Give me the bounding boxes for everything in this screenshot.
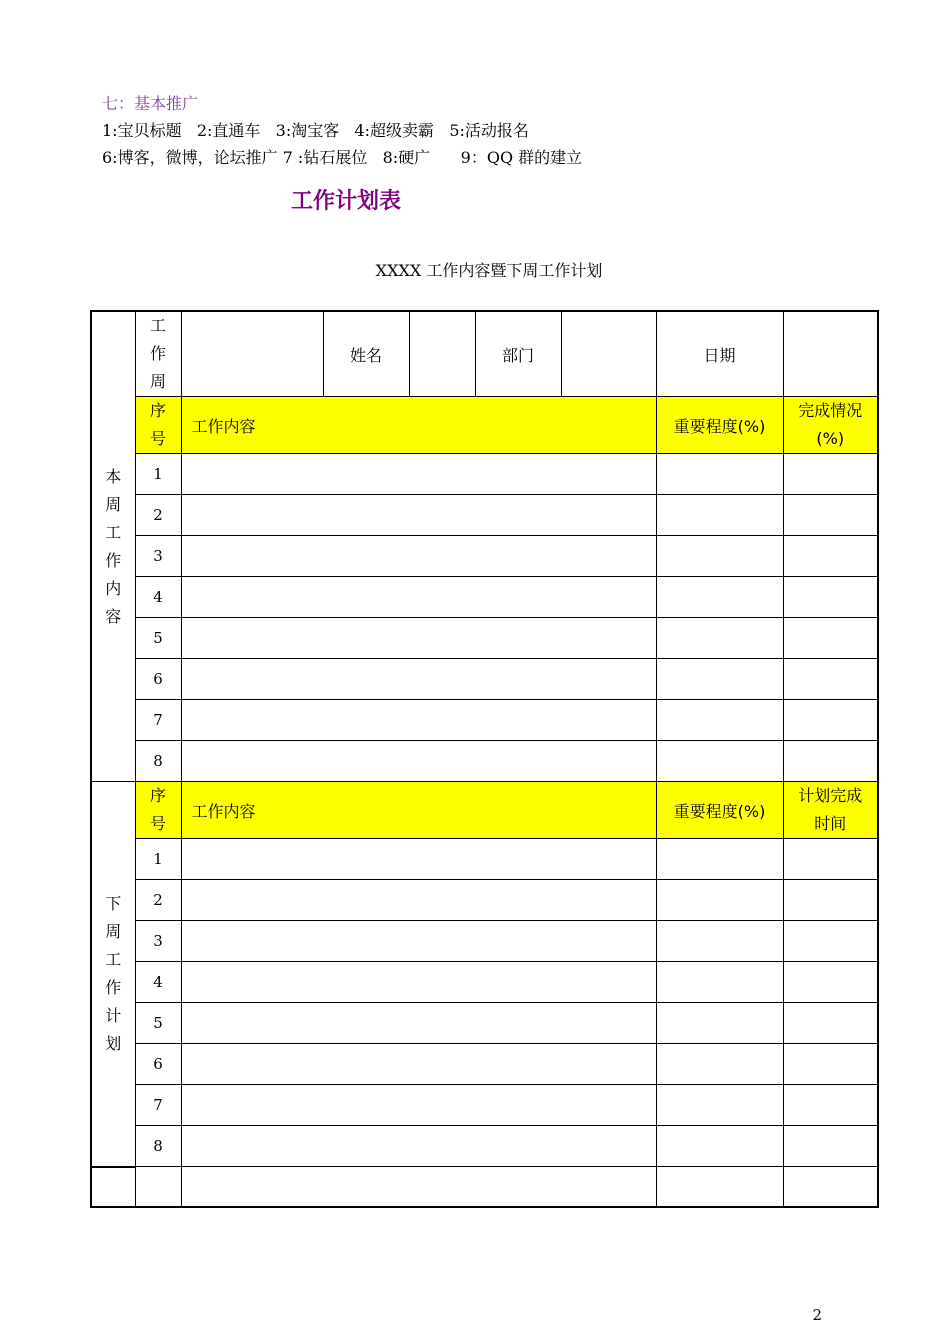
importance-label: 重要程度(%): [656, 397, 783, 454]
content-cell[interactable]: [181, 659, 656, 700]
plan-time-cell[interactable]: [783, 1003, 878, 1044]
content-label: 工作内容: [181, 397, 656, 454]
date-value[interactable]: [783, 311, 878, 397]
content-cell[interactable]: [181, 962, 656, 1003]
importance-cell[interactable]: [656, 536, 783, 577]
importance-cell[interactable]: [656, 1126, 783, 1167]
next-week-column-header: [91, 782, 878, 839]
table-subtitle: XXXX 工作内容暨下周工作计划: [375, 261, 603, 280]
content-cell[interactable]: [181, 741, 656, 782]
plan-time-cell[interactable]: [783, 1126, 878, 1167]
content-cell[interactable]: [181, 1003, 656, 1044]
name-value[interactable]: [409, 311, 475, 397]
row-number: 7: [135, 700, 181, 741]
table-row: [91, 962, 878, 1003]
row-number: 2: [135, 880, 181, 921]
importance-label: 重要程度(%): [656, 782, 783, 839]
plan-time-cell[interactable]: [783, 962, 878, 1003]
content-cell[interactable]: [181, 880, 656, 921]
content-cell[interactable]: [181, 577, 656, 618]
row-number: 1: [135, 839, 181, 880]
status-cell[interactable]: [783, 700, 878, 741]
seq-label: 序 号: [135, 782, 181, 839]
content-cell[interactable]: [181, 1085, 656, 1126]
page-title: 工作计划表: [291, 189, 402, 214]
intro-section: [102, 90, 582, 171]
row-number: 6: [135, 1044, 181, 1085]
row-number: 4: [135, 577, 181, 618]
work-week-label: 工 作 周: [135, 311, 181, 397]
plan-time-label: 计划完成 时间: [783, 782, 878, 839]
seq-label: 序 号: [135, 397, 181, 454]
blank-footer-row: [91, 1167, 878, 1207]
table-row: [91, 618, 878, 659]
content-cell[interactable]: [181, 495, 656, 536]
content-cell[interactable]: [181, 1044, 656, 1085]
importance-cell[interactable]: [656, 741, 783, 782]
promotion-list-line-2: 6:博客，微博，论坛推广 7 :钻石展位 8:硬广 9：QQ 群的建立: [102, 148, 583, 167]
this-week-column-header: [91, 397, 878, 454]
work-week-value[interactable]: [181, 311, 323, 397]
row-number: 3: [135, 921, 181, 962]
status-cell[interactable]: [783, 618, 878, 659]
content-cell[interactable]: [181, 454, 656, 495]
header-row: [91, 311, 878, 397]
table-row: [91, 839, 878, 880]
row-number: 7: [135, 1085, 181, 1126]
blank-cell[interactable]: [135, 1167, 181, 1207]
table-row: [91, 1126, 878, 1167]
importance-cell[interactable]: [656, 880, 783, 921]
plan-time-cell[interactable]: [783, 921, 878, 962]
row-number: 4: [135, 962, 181, 1003]
dept-value[interactable]: [561, 311, 656, 397]
status-cell[interactable]: [783, 536, 878, 577]
table-row: [91, 1085, 878, 1126]
dept-label: 部门: [475, 311, 561, 397]
table-row: [91, 700, 878, 741]
importance-cell[interactable]: [656, 659, 783, 700]
table-row: [91, 659, 878, 700]
blank-cell[interactable]: [783, 1167, 878, 1207]
blank-cell[interactable]: [91, 1167, 135, 1207]
table-row: [91, 880, 878, 921]
row-number: 2: [135, 495, 181, 536]
table-row: [91, 741, 878, 782]
row-number: 1: [135, 454, 181, 495]
content-label: 工作内容: [181, 782, 656, 839]
status-cell[interactable]: [783, 495, 878, 536]
plan-time-cell[interactable]: [783, 839, 878, 880]
table-row: [91, 577, 878, 618]
plan-time-cell[interactable]: [783, 1085, 878, 1126]
row-number: 6: [135, 659, 181, 700]
importance-cell[interactable]: [656, 577, 783, 618]
content-cell[interactable]: [181, 700, 656, 741]
blank-cell[interactable]: [181, 1167, 656, 1207]
importance-cell[interactable]: [656, 1044, 783, 1085]
status-cell[interactable]: [783, 741, 878, 782]
importance-cell[interactable]: [656, 1085, 783, 1126]
blank-cell[interactable]: [656, 1167, 783, 1207]
importance-cell[interactable]: [656, 921, 783, 962]
row-number: 3: [135, 536, 181, 577]
row-number: 5: [135, 618, 181, 659]
importance-cell[interactable]: [656, 962, 783, 1003]
row-number: 8: [135, 741, 181, 782]
row-number: 5: [135, 1003, 181, 1044]
content-cell[interactable]: [181, 839, 656, 880]
promotion-list-line-1: 1:宝贝标题 2:直通车 3:淘宝客 4:超级卖霸 5:活动报名: [102, 121, 529, 140]
name-label: 姓名: [323, 311, 409, 397]
content-cell[interactable]: [181, 921, 656, 962]
page-number: 2: [812, 1306, 822, 1324]
status-label: 完成情况 (%): [783, 397, 878, 454]
importance-cell[interactable]: [656, 495, 783, 536]
plan-time-cell[interactable]: [783, 1044, 878, 1085]
status-cell[interactable]: [783, 454, 878, 495]
table-row: [91, 921, 878, 962]
table-row: [91, 1003, 878, 1044]
status-cell[interactable]: [783, 577, 878, 618]
importance-cell[interactable]: [656, 1003, 783, 1044]
next-week-side-label: 下 周 工 作 计 划: [91, 782, 135, 1167]
content-cell[interactable]: [181, 536, 656, 577]
table-row: [91, 454, 878, 495]
importance-cell[interactable]: [656, 618, 783, 659]
table-row: [91, 1044, 878, 1085]
importance-cell[interactable]: [656, 454, 783, 495]
work-plan-table: [90, 310, 879, 1208]
row-number: 8: [135, 1126, 181, 1167]
this-week-side-label: 本 周 工 作 内 容: [91, 311, 135, 782]
status-cell[interactable]: [783, 659, 878, 700]
table-row: [91, 536, 878, 577]
section-heading: 七：基本推广: [102, 94, 199, 113]
date-label: 日期: [656, 311, 783, 397]
importance-cell[interactable]: [656, 700, 783, 741]
plan-time-cell[interactable]: [783, 880, 878, 921]
content-cell[interactable]: [181, 1126, 656, 1167]
content-cell[interactable]: [181, 618, 656, 659]
table-row: [91, 495, 878, 536]
importance-cell[interactable]: [656, 839, 783, 880]
